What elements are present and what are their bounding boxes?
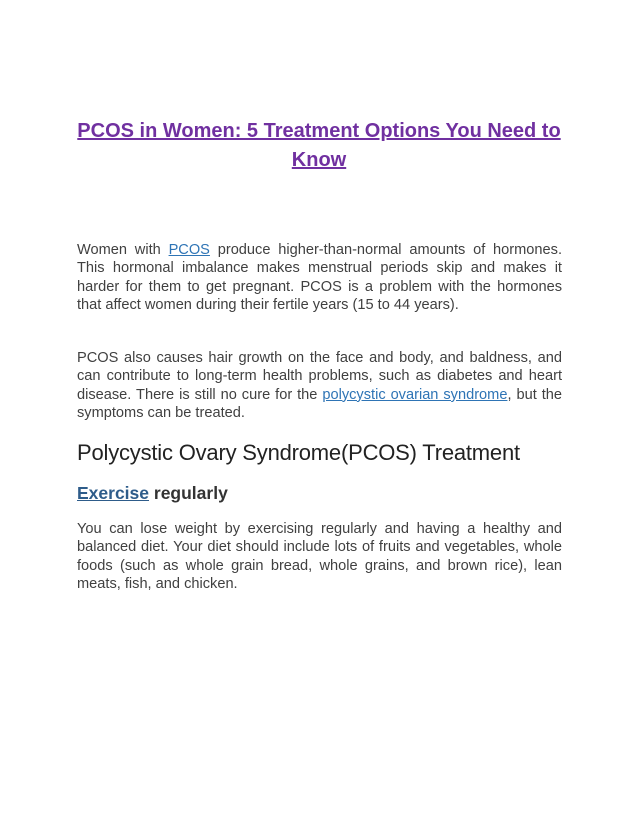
symptoms-text-start: PCOS also causes hair growth on the face and body, and baldness, and can contribute to long-term health problems, such as diabetes and heart disease. There is still no cure for the (77, 350, 562, 403)
intro-text-rest: produce higher-than-normal amounts of hormones. This hormonal imbalance makes menstrual periods skip and makes it harder for them to get pregnant. PCOS is a problem with the hormones that affect women during their fertile years (15 to 44 years). (77, 242, 563, 314)
page-title-text: PCOS in Women: 5 Treatment Options You Need to Know (77, 120, 561, 171)
polycystic-ovarian-syndrome-link[interactable]: polycystic ovarian syndrome (322, 386, 508, 403)
exercise-paragraph: You can lose weight by exercising regularly and having a healthy and balanced diet. Your diet should include lots of fruits and vegetables, whole foods (such as whole grain bread, whole grains, and brown rice), lean meats, fish, and chicken. (77, 521, 562, 593)
symptoms-text-rest: , but the symptoms can be treated. (77, 386, 562, 422)
page-title (60, 117, 578, 175)
pcos-link[interactable]: PCOS (168, 242, 210, 258)
intro-text-start: Women with (77, 242, 169, 258)
symptoms-paragraph (77, 349, 562, 423)
exercise-subheading (77, 481, 228, 505)
intro-paragraph (77, 241, 562, 315)
exercise-subheading-rest: regularly (149, 483, 228, 503)
section-heading: Polycystic Ovary Syndrome(PCOS) Treatment (77, 440, 520, 465)
exercise-link[interactable]: Exercise (77, 483, 150, 503)
